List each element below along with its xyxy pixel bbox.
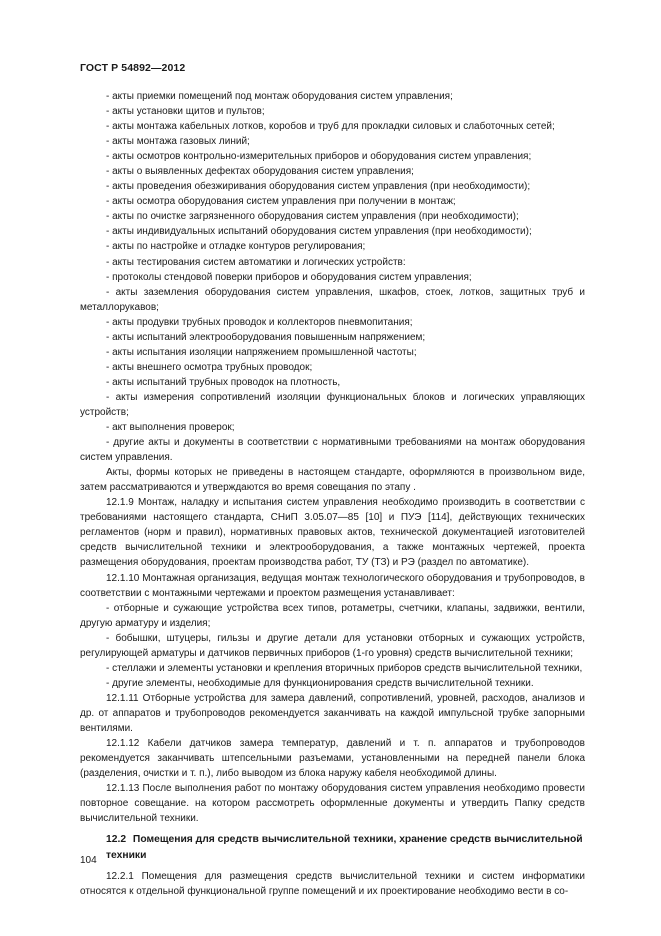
paragraph-14: - акты заземления оборудования систем управления, шкафов, стоек, лотков, защитных труб и металлорукавов; (80, 286, 585, 313)
page-number: 104 (80, 855, 97, 866)
paragraph-33: 12.2.1 Помещения для размещения средств вычислительной техники и систем информатики относятся к отдельной функциональной группе помещений и их проектирование необходимо вести в со- (80, 870, 585, 897)
paragraph-27: - бобышки, штуцеры, гильзы и другие детали для установки отборных и сужающих устройств, регулирующей арматуры и датчиков первичных приборов (1-го уровня) средств вычислительной техники; (80, 632, 585, 659)
paragraph-17: - акты испытания изоляции напряжением промышленной частоты; (106, 346, 417, 358)
paragraph-13: - протоколы стендовой поверки приборов и оборудования систем управления; (106, 271, 472, 283)
paragraph-30: 12.1.11 Отборные устройства для замера давлений, сопротивлений, уровней, расходов, анализов и др. от аппаратов и трубопроводов рекомендуется заканчивать на каждой импульсной трубке запорными вентилями. (80, 692, 585, 734)
paragraph-31: 12.1.12 Кабели датчиков замера температур, давлений и т. п. аппаратов и трубопроводов рекомендуется заканчивать штепсельными разъемами, установленными на передней панели блока (разделения, очистки и т. п.), либо выводом из блока наружу кабеля необходимой длины. (80, 738, 585, 780)
paragraph-18: - акты внешнего осмотра трубных проводок; (106, 361, 313, 373)
paragraph-32: 12.1.13 После выполнения работ по монтажу оборудования систем управления необходимо провести повторное совещание. на котором рассмотреть оформленные документы и утвердить Папку средств вычислительной техники. (80, 783, 585, 825)
paragraph-11: - акты по настройке и отладке контуров регулирования; (106, 241, 366, 253)
paragraph-26: - отборные и сужающие устройства всех типов, ротаметры, счетчики, клапаны, задвижки, вентили, другую арматуру и изделия; (80, 602, 585, 629)
paragraph-24: 12.1.9 Монтаж, наладку и испытания систем управления необходимо производить в соответствии с требованиями настоящего стандарта, СНиП 3.05.07—85 [10] и ПУЭ [114], действующих технических регламентов (норм и правил), нормативных правовых актов, технической документацией изготовителей средств вычислительной техники и электрооборудования, а также монтажных чертежей, проекта размещения оборудования, проектам производства работ, ТУ (ТЗ) и РЭ (раздел по автоматике). (80, 497, 585, 569)
paragraph-25: 12.1.10 Монтажная организация, ведущая монтаж технологического оборудования и трубопроводов, в соответствии с монтажными чертежами и проектом размещения устанавливает: (80, 572, 585, 599)
paragraph-1: - акты приемки помещений под монтаж оборудования систем управления; (106, 91, 453, 102)
paragraph-23: Акты, формы которых не приведены в настоящем стандарте, оформляются в произвольном виде, затем рассматриваются и утверждаются во время совещания по этапу . (80, 467, 585, 494)
section-title: Помещения для средств вычислительной техники, хранение средств вычислительной техники (106, 834, 583, 861)
paragraph-20: - акты измерения сопротивлений изоляции функциональных блоков и логических управляющих устройств; (80, 391, 585, 418)
section-heading (80, 832, 585, 862)
paragraph-15: - акты продувки трубных проводок и коллекторов пневмопитания; (106, 316, 413, 328)
paragraph-3: - акты монтажа кабельных лотков, коробов и труб для прокладки силовых и слаботочных сетей; (106, 121, 555, 133)
paragraph-12: - акты тестирования систем автоматики и логических устройств: (106, 256, 406, 268)
paragraph-4: - акты монтажа газовых линий; (106, 136, 250, 148)
paragraph-6: - акты о выявленных дефектах оборудования систем управления; (106, 166, 414, 178)
paragraph-7: - акты проведения обезжиривания оборудования систем управления (при необходимости); (106, 181, 531, 193)
document-header: ГОСТ Р 54892—2012 (80, 62, 186, 74)
paragraph-28: - стеллажи и элементы установки и крепления вторичных приборов средств вычислительной техники, (106, 662, 583, 674)
paragraph-5: - акты осмотров контрольно-измерительных приборов и оборудования систем управления; (106, 151, 532, 163)
paragraph-9: - акты по очистке загрязненного оборудования систем управления (при необходимости); (106, 211, 519, 223)
paragraph-8: - акты осмотра оборудования систем управления при получении в монтаж; (106, 196, 456, 208)
paragraph-22: - другие акты и документы в соответствии с нормативными требованиями на монтаж оборудования систем управления. (80, 437, 585, 464)
paragraph-2: - акты установки щитов и пультов; (106, 106, 265, 118)
document-body (80, 89, 585, 899)
paragraph-19: - акты испытаний трубных проводок на плотность, (106, 376, 341, 388)
paragraph-10: - акты индивидуальных испытаний оборудования систем управления (при необходимости); (106, 226, 532, 238)
paragraph-21: - акт выполнения проверок; (106, 422, 235, 434)
paragraph-16: - акты испытаний электрооборудования повышенным напряжением; (106, 331, 426, 343)
section-number: 12.2 (106, 834, 127, 846)
paragraph-29: - другие элементы, необходимые для функционирования средств вычислительной техники. (106, 677, 534, 689)
